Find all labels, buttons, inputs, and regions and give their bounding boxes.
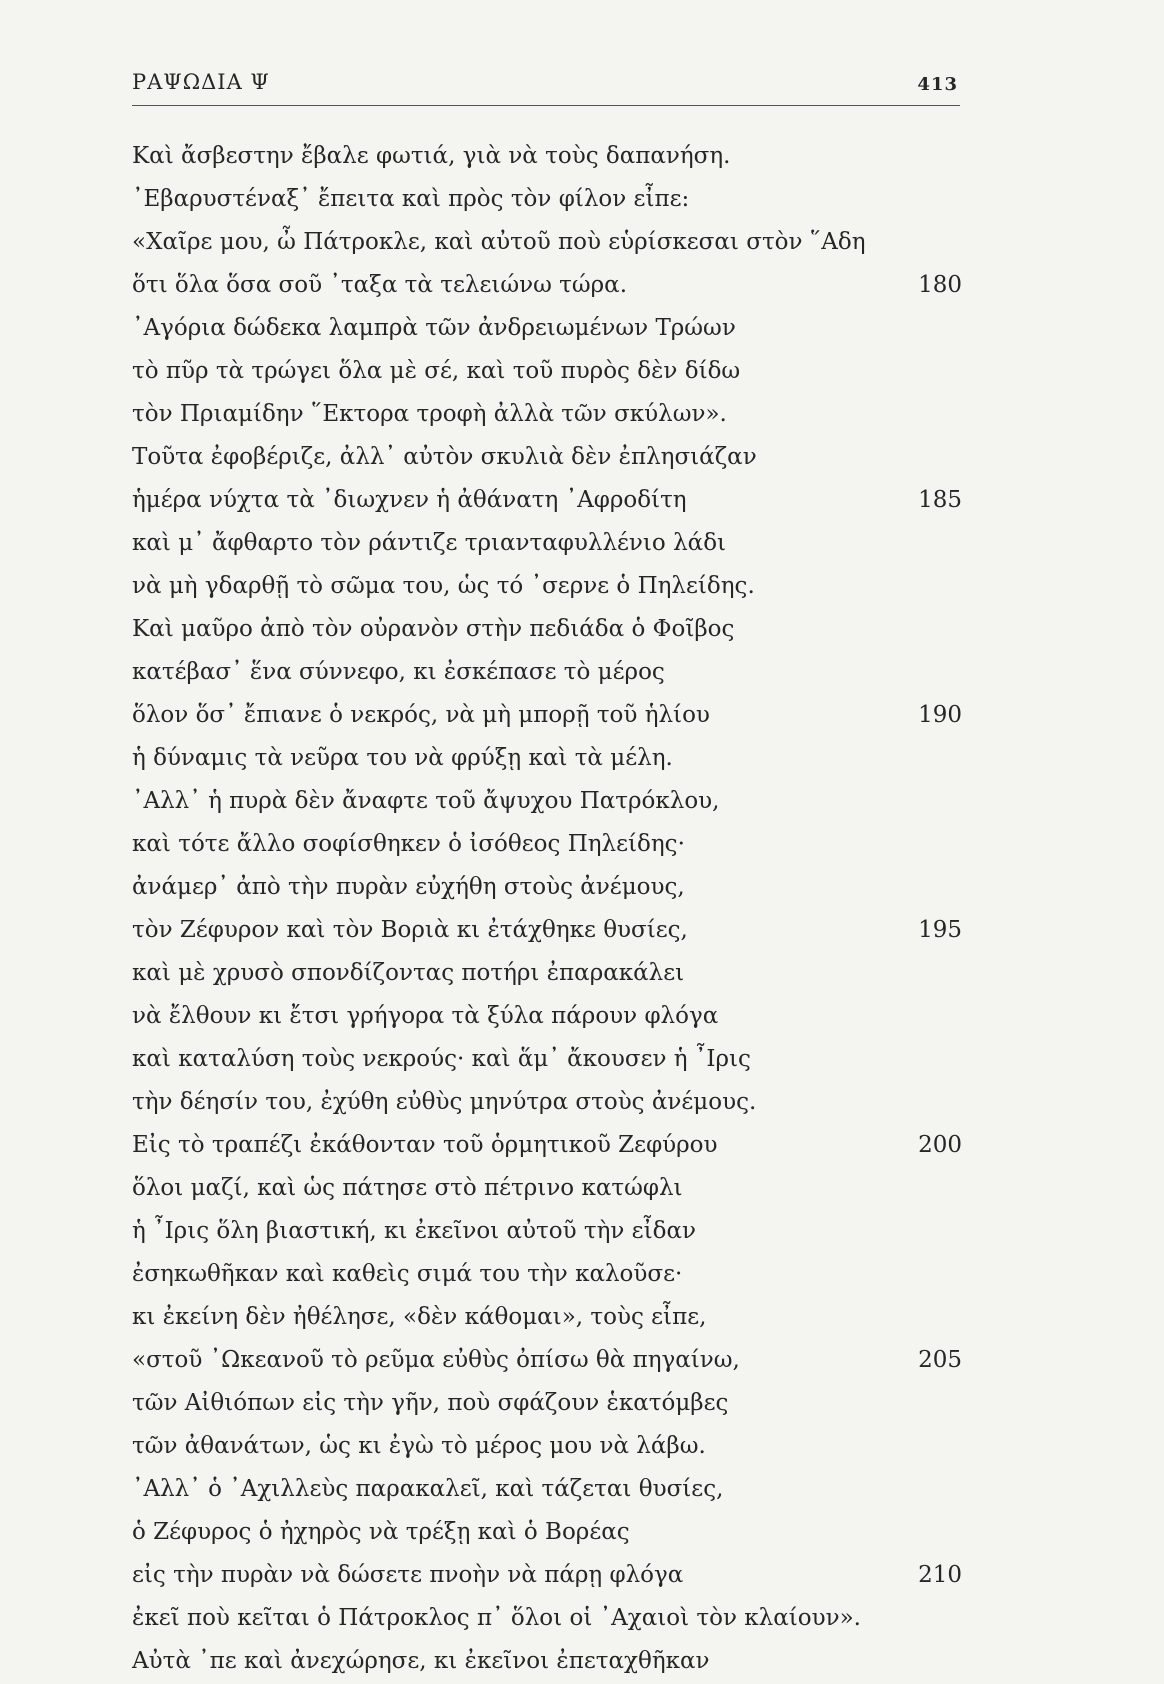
verse-line: [132, 909, 962, 952]
verse-line: [132, 350, 962, 393]
verse-text: τὸν Ζέφυρον καὶ τὸν Βοριὰ κι ἐτάχθηκε θυσίες,: [132, 917, 688, 943]
verse-text: κι ἐκείνη δὲν ἠθέλησε, «δὲν κάθομαι», τοὺς εἶπε,: [132, 1304, 707, 1330]
verse-line: [132, 866, 962, 909]
verse-text: ἡμέρα νύχτα τὰ ᾿διωχνεν ἡ ἀθάνατη ᾿Αφροδίτη: [132, 487, 687, 513]
verse-line: [132, 651, 962, 694]
verse-text: ᾿Αλλ᾿ ἡ πυρὰ δὲν ἄναφτε τοῦ ἄψυχου Πατρόκλου,: [132, 788, 720, 814]
header-rule: [132, 105, 960, 106]
line-number: 195: [918, 917, 962, 943]
verse-text: τὸν Πριαμίδην ῞Εκτορα τροφὴ ἀλλὰ τῶν σκύλων».: [132, 401, 727, 427]
verse-line: [132, 1425, 962, 1468]
verse-block: [132, 135, 962, 1683]
verse-text: εἰς τὴν πυρὰν νὰ δώσετε πνοὴν νὰ πάρῃ φλόγα: [132, 1562, 684, 1588]
verse-text: ᾿Αλλ᾿ ὁ ᾿Αχιλλεὺς παρακαλεῖ, καὶ τάζεται θυσίες,: [132, 1476, 724, 1502]
page-header: [132, 70, 958, 106]
verse-line: [132, 135, 962, 178]
verse-line: [132, 1468, 962, 1511]
verse-line: [132, 1296, 962, 1339]
verse-line: [132, 1081, 962, 1124]
verse-line: [132, 1210, 962, 1253]
verse-line: [132, 823, 962, 866]
page-number: 413: [917, 74, 958, 95]
verse-line: [132, 436, 962, 479]
verse-line: [132, 737, 962, 780]
verse-line: [132, 1597, 962, 1640]
verse-line: [132, 1253, 962, 1296]
verse-text: τὸ πῦρ τὰ τρώγει ὅλα μὲ σέ, καὶ τοῦ πυρὸς δὲν δίδω: [132, 358, 741, 384]
verse-line: [132, 995, 962, 1038]
verse-text: ἐκεῖ ποὺ κεῖται ὁ Πάτροκλος π᾿ ὅλοι οἱ ᾿Αχαιοὶ τὸν κλαίουν».: [132, 1605, 861, 1631]
verse-text: Εἰς τὸ τραπέζι ἐκάθονταν τοῦ ὁρμητικοῦ Ζεφύρου: [132, 1132, 718, 1158]
verse-text: τῶν Αἰθιόπων εἰς τὴν γῆν, ποὺ σφάζουν ἑκατόμβες: [132, 1390, 729, 1416]
verse-text: «στοῦ ᾿Ωκεανοῦ τὸ ρεῦμα εὐθὺς ὀπίσω θὰ πηγαίνω,: [132, 1347, 740, 1373]
verse-text: ὁ Ζέφυρος ὁ ἠχηρὸς νὰ τρέξῃ καὶ ὁ Βορέας: [132, 1519, 630, 1545]
verse-text: ἡ ῏Ιρις ὅλη βιαστική, κι ἐκεῖνοι αὐτοῦ τὴν εἶδαν: [132, 1218, 696, 1244]
verse-line: [132, 1640, 962, 1683]
verse-text: Αὐτὰ ᾿πε καὶ ἀνεχώρησε, κι ἐκεῖνοι ἐπεταχθῆκαν: [132, 1648, 710, 1674]
verse-line: [132, 780, 962, 823]
verse-text: καὶ μὲ χρυσὸ σπονδίζοντας ποτήρι ἐπαρακάλει: [132, 960, 685, 986]
verse-line: [132, 221, 962, 264]
verse-line: [132, 522, 962, 565]
verse-line: [132, 694, 962, 737]
verse-text: ἡ δύναμις τὰ νεῦρα του νὰ φρύξῃ καὶ τὰ μέλη.: [132, 745, 673, 771]
verse-line: [132, 565, 962, 608]
verse-text: ἀνάμερ᾿ ἀπὸ τὴν πυρὰν εὐχήθη στοὺς ἀνέμους,: [132, 874, 685, 900]
verse-text: καὶ μ᾿ ἄφθαρτο τὸν ράντιζε τριανταφυλλένιο λάδι: [132, 530, 727, 556]
verse-line: [132, 1554, 962, 1597]
line-number: 180: [918, 272, 962, 298]
verse-text: νὰ μὴ γδαρθῇ τὸ σῶμα του, ὡς τό ᾿σερνε ὁ Πηλείδης.: [132, 573, 755, 599]
verse-text: κατέβασ᾿ ἕνα σύννεφο, κι ἐσκέπασε τὸ μέρος: [132, 659, 665, 685]
verse-line: [132, 479, 962, 522]
verse-line: [132, 952, 962, 995]
verse-line: [132, 264, 962, 307]
verse-line: [132, 393, 962, 436]
verse-line: [132, 1038, 962, 1081]
verse-text: ᾿Εβαρυστέναξ᾿ ἔπειτα καὶ πρὸς τὸν φίλον εἶπε:: [132, 186, 690, 212]
line-number: 190: [918, 702, 962, 728]
verse-line: [132, 1511, 962, 1554]
line-number: 210: [918, 1562, 962, 1588]
verse-text: ὅλον ὅσ᾿ ἔπιανε ὁ νεκρός, νὰ μὴ μπορῇ τοῦ ἡλίου: [132, 702, 710, 728]
verse-text: τὴν δέησίν του, ἐχύθη εὐθὺς μηνύτρα στοὺς ἀνέμους.: [132, 1089, 757, 1115]
verse-text: «Χαῖρε μου, ὦ Πάτροκλε, καὶ αὐτοῦ ποὺ εὑρίσκεσαι στὸν ῞Αδη: [132, 229, 866, 255]
verse-text: Καὶ ἄσβεστην ἔβαλε φωτιά, γιὰ νὰ τοὺς δαπανήση.: [132, 143, 731, 169]
verse-text: ὅτι ὅλα ὅσα σοῦ ᾿ταξα τὰ τελειώνω τώρα.: [132, 272, 628, 298]
line-number: 200: [918, 1132, 962, 1158]
verse-line: [132, 608, 962, 651]
verse-text: καὶ τότε ἄλλο σοφίσθηκεν ὁ ἰσόθεος Πηλείδης·: [132, 831, 685, 857]
verse-text: τῶν ἀθανάτων, ὡς κι ἐγὼ τὸ μέρος μου νὰ λάβω.: [132, 1433, 706, 1459]
verse-text: Τοῦτα ἐφοβέριζε, ἀλλ᾿ αὐτὸν σκυλιὰ δὲν ἐπλησιάζαν: [132, 444, 757, 470]
verse-line: [132, 307, 962, 350]
verse-line: [132, 1167, 962, 1210]
verse-text: νὰ ἔλθουν κι ἔτσι γρήγορα τὰ ξύλα πάρουν φλόγα: [132, 1003, 719, 1029]
line-number: 205: [918, 1347, 962, 1373]
verse-text: καὶ καταλύση τοὺς νεκρούς· καὶ ἅμ᾿ ἄκουσεν ἡ ῏Ιρις: [132, 1046, 751, 1072]
verse-text: Καὶ μαῦρο ἀπὸ τὸν οὐρανὸν στὴν πεδιάδα ὁ Φοῖβος: [132, 616, 735, 642]
verse-text: ἐσηκωθῆκαν καὶ καθεὶς σιμά του τὴν καλοῦσε·: [132, 1261, 683, 1287]
verse-line: [132, 178, 962, 221]
verse-line: [132, 1339, 962, 1382]
running-head: ΡΑΨΩΔΙΑ Ψ: [132, 70, 270, 94]
verse-text: ὅλοι μαζί, καὶ ὡς πάτησε στὸ πέτρινο κατώφλι: [132, 1175, 683, 1201]
verse-line: [132, 1382, 962, 1425]
verse-line: [132, 1124, 962, 1167]
verse-text: ᾿Αγόρια δώδεκα λαμπρὰ τῶν ἀνδρειωμένων Τρώων: [132, 315, 736, 341]
line-number: 185: [918, 487, 962, 513]
